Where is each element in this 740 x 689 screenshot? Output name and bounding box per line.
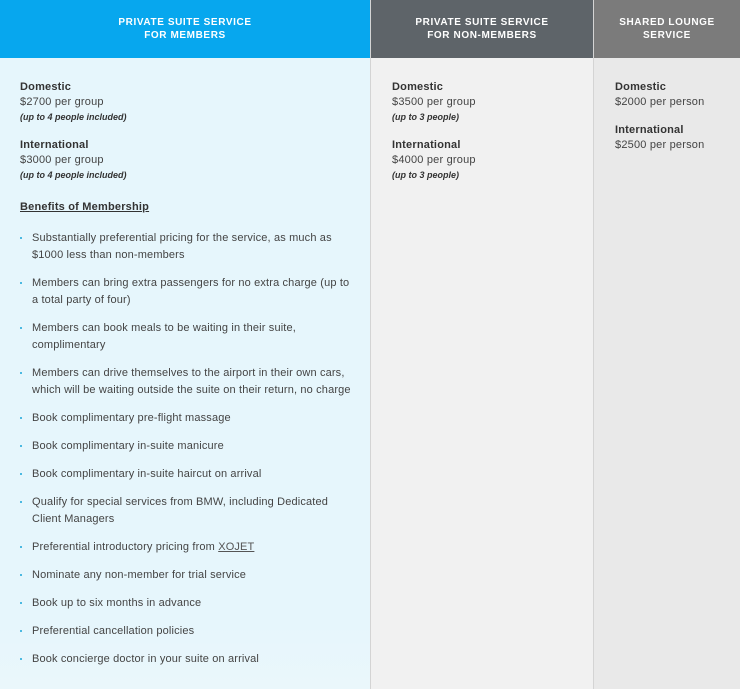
shared-lounge-column-header — [594, 0, 740, 58]
bullet-icon — [20, 574, 22, 576]
tier-price: $2000 per person — [615, 96, 705, 108]
tier-note: (up to 3 people) — [392, 112, 459, 122]
bullet-icon — [20, 445, 22, 447]
non-members-column-header — [371, 0, 593, 58]
header-line: SERVICE — [643, 30, 691, 41]
tier-international — [392, 138, 593, 183]
list-item — [20, 651, 352, 668]
shared-lounge-column — [593, 0, 740, 689]
tier-international — [615, 123, 740, 153]
tier-domestic — [392, 80, 593, 125]
header-line: PRIVATE SUITE SERVICE — [118, 17, 252, 28]
bullet-icon — [20, 546, 22, 548]
list-item-text: Book concierge doctor in your suite on arrival — [32, 653, 260, 665]
list-item-text: Book complimentary in-suite haircut on arrival — [32, 468, 262, 480]
tier-price: $3000 per group — [20, 154, 104, 166]
list-item-text: Qualify for special services from BMW, including Dedicated Client Managers — [32, 496, 329, 525]
tier-name: International — [615, 124, 684, 136]
bullet-icon — [20, 327, 22, 329]
list-item — [20, 466, 352, 483]
bullet-icon — [20, 417, 22, 419]
tier-name: Domestic — [615, 81, 667, 93]
tier-price: $4000 per group — [392, 154, 476, 166]
header-line: FOR NON-MEMBERS — [427, 30, 537, 41]
tier-name: International — [20, 139, 89, 151]
list-item — [20, 410, 352, 427]
benefits-list — [20, 230, 370, 668]
list-item-text: Substantially preferential pricing for the service, as much as $1000 less than non-members — [32, 232, 332, 261]
tier-name: International — [392, 139, 461, 151]
bullet-icon — [20, 237, 22, 239]
tier-name: Domestic — [20, 81, 72, 93]
tier-price: $2700 per group — [20, 96, 104, 108]
list-item — [20, 539, 352, 556]
list-item — [20, 595, 352, 612]
tier-international — [20, 138, 370, 183]
tier-domestic — [615, 80, 740, 110]
bullet-icon — [20, 602, 22, 604]
bullet-icon — [20, 282, 22, 284]
list-item — [20, 320, 352, 354]
tier-price: $3500 per group — [392, 96, 476, 108]
list-item — [20, 567, 352, 584]
list-item-text: Members can book meals to be waiting in their suite, complimentary — [32, 322, 296, 351]
header-line: SHARED LOUNGE — [619, 17, 715, 28]
benefits-title: Benefits of Membership — [20, 201, 150, 213]
list-item-text: Book complimentary pre-flight massage — [32, 412, 231, 424]
list-item-text: Nominate any non-member for trial service — [32, 569, 247, 581]
non-members-column-body — [371, 58, 593, 183]
tier-note: (up to 4 people included) — [20, 170, 127, 180]
shared-lounge-column-body — [594, 58, 740, 153]
list-item-text: Preferential cancellation policies — [32, 625, 195, 637]
tier-note: (up to 4 people included) — [20, 112, 127, 122]
header-line: PRIVATE SUITE SERVICE — [415, 17, 549, 28]
list-item — [20, 438, 352, 455]
list-item — [20, 230, 352, 264]
header-line: FOR MEMBERS — [144, 30, 226, 41]
tier-note: (up to 3 people) — [392, 170, 459, 180]
bullet-icon — [20, 473, 22, 475]
bullet-icon — [20, 630, 22, 632]
tier-domestic — [20, 80, 370, 125]
members-column-body — [0, 58, 370, 668]
list-item-text: Members can bring extra passengers for no extra charge (up to a total party of four) — [32, 277, 350, 306]
bullet-icon — [20, 501, 22, 503]
xojet-link[interactable]: XOJET — [218, 541, 255, 553]
list-item-text: Book up to six months in advance — [32, 597, 202, 609]
non-members-column — [370, 0, 593, 689]
list-item — [20, 623, 352, 640]
list-item-text: Preferential introductory pricing from — [32, 541, 219, 553]
list-item — [20, 275, 352, 309]
bullet-icon — [20, 658, 22, 660]
list-item — [20, 494, 352, 528]
tier-name: Domestic — [392, 81, 444, 93]
tier-price: $2500 per person — [615, 139, 705, 151]
list-item — [20, 365, 352, 399]
members-column-header — [0, 0, 370, 58]
list-item-text: Book complimentary in-suite manicure — [32, 440, 224, 452]
list-item-text: Members can drive themselves to the airport in their own cars, which will be waiting outside the suite on their return, no charge — [32, 367, 351, 396]
bullet-icon — [20, 372, 22, 374]
